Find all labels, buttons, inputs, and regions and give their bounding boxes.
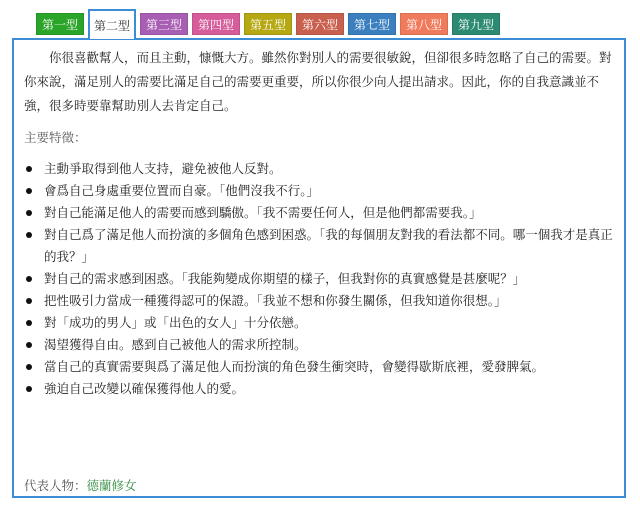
representative-line <box>24 476 137 494</box>
trait-item: 渴望獲得自由。感到自己被他人的需求所控制。 <box>24 334 616 356</box>
tab-type-5[interactable]: 第五型 <box>244 13 292 35</box>
type-tabs <box>36 9 500 39</box>
tab-type-2[interactable]: 第二型 <box>88 9 136 39</box>
trait-item: 當自己的真實需要與爲了滿足他人而扮演的角色發生衝突時，會變得歇斯底裡，愛發脾氣。 <box>24 356 616 378</box>
tab-type-8[interactable]: 第八型 <box>400 13 448 35</box>
tab-type-4[interactable]: 第四型 <box>192 13 240 35</box>
trait-item: 對自己爲了滿足他人而扮演的多個角色感到困惑。「我的每個朋友對我的看法都不同。哪一個我才是真正的我？」 <box>24 224 616 268</box>
tab-type-1[interactable]: 第一型 <box>36 13 84 35</box>
intro-paragraph: 你很喜歡幫人，而且主動，慷慨大方。雖然你對別人的需要很敏銳，但卻很多時忽略了自己的需要。對你來說，滿足別人的需要比滿足自己的需要更重要，所以你很少向人提出請求。因此，你的自我意識並不強，很多時要靠幫助別人去肯定自己。 <box>24 50 612 113</box>
representative-name-link[interactable]: 德蘭修女 <box>86 478 137 493</box>
trait-item: 把性吸引力當成一種獲得認可的保證。「我並不想和你發生關係，但我知道你很想。」 <box>24 290 616 312</box>
tab-type-3[interactable]: 第三型 <box>140 13 188 35</box>
trait-item: 對「成功的男人」或「出色的女人」十分依戀。 <box>24 312 616 334</box>
trait-item: 主動爭取得到他人支持，避免被他人反對。 <box>24 158 616 180</box>
tab-type-9[interactable]: 第九型 <box>452 13 500 35</box>
tab-type-6[interactable]: 第六型 <box>296 13 344 35</box>
traits-list <box>24 158 616 400</box>
trait-item: 對自己能滿足他人的需要而感到驕傲。「我不需要任何人，但是他們都需要我。」 <box>24 202 616 224</box>
trait-item: 會爲自己身處重要位置而自豪。「他們沒我不行。」 <box>24 180 616 202</box>
content-panel <box>12 38 626 498</box>
traits-title: 主要特徵： <box>24 130 87 145</box>
tab-type-7[interactable]: 第七型 <box>348 13 396 35</box>
trait-item: 對自己的需求感到困惑。「我能夠變成你期望的樣子，但我對你的真實感覺是甚麼呢？」 <box>24 268 616 290</box>
trait-item: 強迫自己改變以確保獲得他人的愛。 <box>24 378 616 400</box>
representative-label: 代表人物： <box>24 478 87 493</box>
